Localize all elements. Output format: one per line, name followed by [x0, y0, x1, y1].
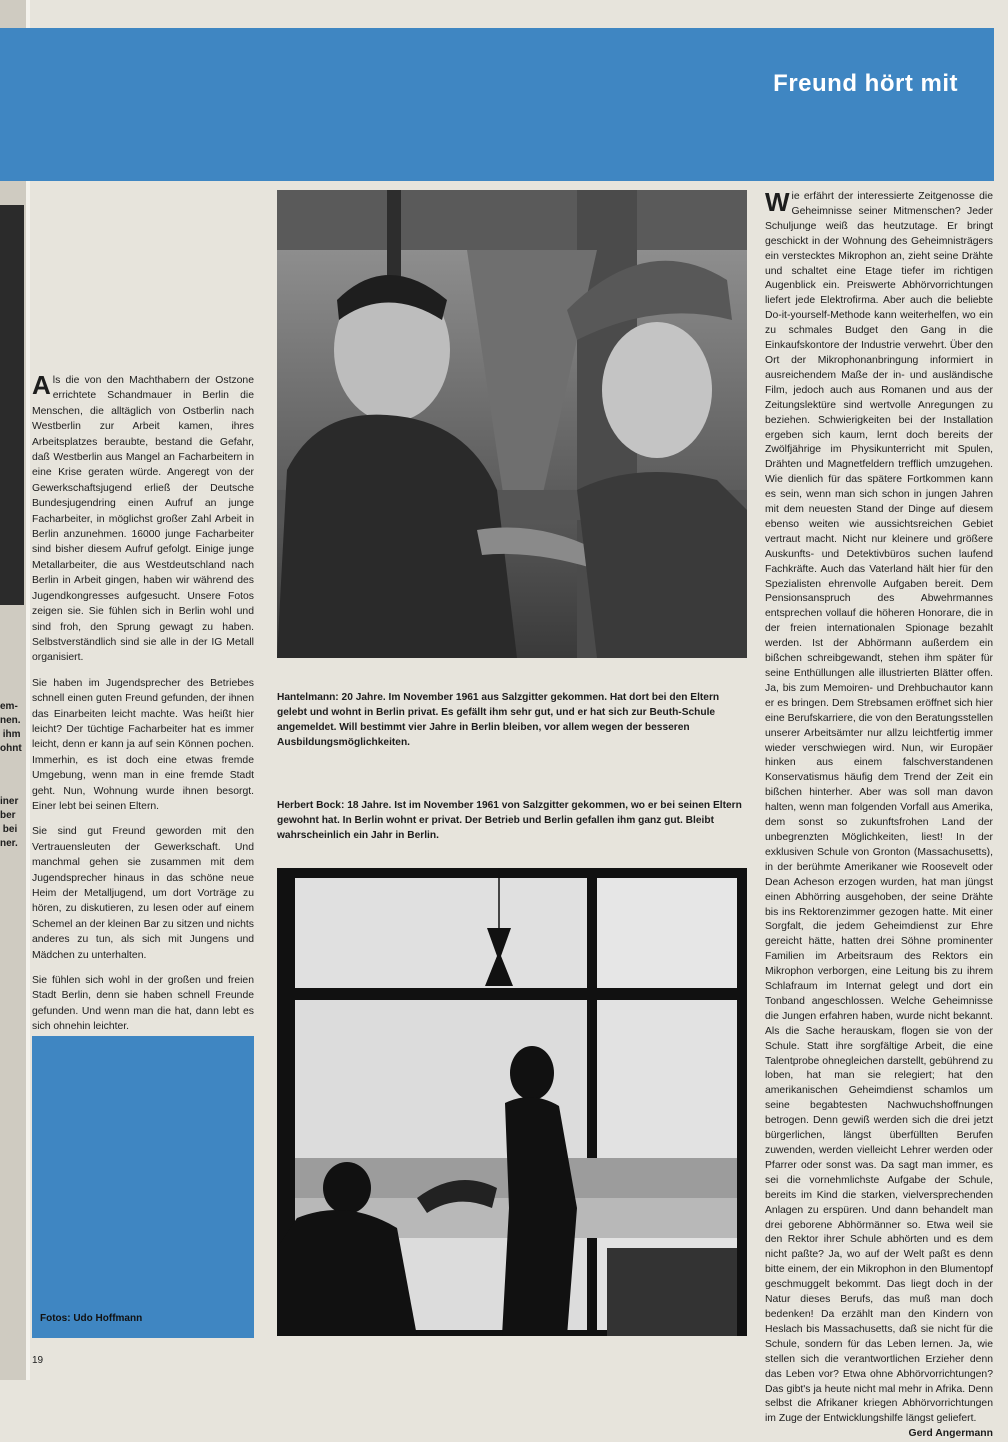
- previous-page-text-fragment: iner ber bei ner.: [0, 796, 19, 849]
- page-number: 19: [32, 1355, 44, 1366]
- previous-page-strip: [0, 0, 28, 1380]
- left-article-column: [32, 370, 254, 1116]
- blue-color-block: [32, 1036, 254, 1338]
- previous-page-text-fragment: em- nen. ihm ohnt: [0, 701, 22, 754]
- photo-two-workers-image: [277, 190, 747, 658]
- photo-caption: Hantelmann: 20 Jahre. Im November 1961 aus Salzgitter gekommen. Hat dort bei den Eltern gelebt und wohnt in Berlin privat. Es gefällt ihm sehr gut, und er hat sich zur Beuth-Schule angemeldet. Will bestimmt vier Jahre in Berlin bleiben, vor allem wegen der besseren Ausbildungsmöglichkeiten.: [277, 692, 720, 748]
- page-fold: [26, 0, 30, 1380]
- photo-window-silhouette-image: [277, 868, 747, 1336]
- paragraph: Als die von den Machthabern der Ostzone errichtete Schandmauer in Berlin die Menschen, die alltäglich von Ostberlin nach Westberlin zur Arbeit kamen, ihres Arbeitsplatzes beraubte, bestand die Gefahr, daß Westberlin aus Mangel an Facharbeitern in eine Krise geraten würde. Angeregt von der Gewerkschaftsjugend erließ der Deutsche Bundesjugendring einen Aufruf an junge Facharbeiter, in möglichst großer Zahl Arbeit in Berlin anzunehmen. 16000 junge Facharbeiter sind bisher diesem Aufruf gefolgt. Einige junge Metallarbeiter, die aus Westdeutschland nach Berlin in Arbeit gingen, haben wir während des Jugendkongresses aufgesucht. Unsere Fotos zeigen sie. Sie fühlen sich in Berlin wohl und sind froh, den Sprung gewagt zu haben. Selbstverständlich sind sie alle in der IG Metall organisiert.: [32, 370, 254, 664]
- paragraph: Sie fühlen sich wohl in der großen und freien Stadt Berlin, denn sie haben schnell Freunde gefunden. Und wenn man die hat, dann lebt es sich ohnehin leichter.: [32, 975, 254, 1033]
- page-title: Freund hört mit: [773, 70, 958, 97]
- paragraph: Sie sind gut Freund geworden mit den Vertrauensleuten der Gewerkschaft. Und manchmal gehen sie zusammen mit dem Jugendsprecher hinaus in das schöne neue Heim der Metalljugend, um dort Vorträge zu hören, zu diskutieren, zu lesen oder auf einem Schemel an der kleinen Bar zu sitzen und nichts anderes zu tun, als sich mit Jungens und Mädchen zu unterhalten.: [32, 826, 254, 961]
- paragraph: Sie haben im Jugendsprecher des Betriebes schnell einen guten Freund gefunden, der ihnen das Einarbeiten leicht machte. Was heißt hier leicht? Der tüchtige Facharbeiter hat es immer leicht, denn er kann ja auf sein Können pochen. Immerhin, es ist doch eine etwas fremde Umgebung, wenn man in eine fremde Stadt geht. Nun, Wohnung wurde ihnen besorgt. Einer lebt bei seinen Eltern.: [32, 677, 254, 812]
- author-name: Gerd Angermann: [908, 1428, 993, 1440]
- photo-window-silhouette: [277, 868, 747, 1336]
- previous-page-photo-fragment: [0, 205, 24, 605]
- photo-caption: Herbert Bock: 18 Jahre. Ist im November 1961 von Salzgitter gekommen, wo er bei seinen Eltern gewohnt hat. In Berlin wohnt er privat. Der Betrieb und Berlin gefallen ihm ganz gut. Bleibt wahrscheinlich ein Jahr in Berlin.: [277, 800, 742, 841]
- paragraph: Wie erfährt der interessierte Zeitgenosse die Geheimnisse seiner Mitmenschen? Jeder Schuljunge weiß das heutzutage. Er bringt geschickt in der Wohnung des Geheimnisträgers ein verstecktes Mikrophon an, zieht seine Drähte und schaltet eine Etage tiefer im richtigen Augenblick ein. Preiswerte Abhörvorrichtungen liefert jede Elektrofirma. Aber auch die beliebte Do-it-yourself-Methode kann weiterhelfen, wo ein zu schmales Budget den Gang in die Einkaufskontore der Industrie verwehrt. Über den Ort der Mikrophonanbringung informiert in ausreichendem Maße der in- und ausländische Film, jedoch auch aus Romanen und aus der Zeitungslektüre sind wertvolle Anregungen zu beziehen. Schwierigkeiten bei der Installation ergeben sich kaum, lernt doch bereits der Zwölfjährige im Physikunterricht mit Spulen, Drähten und Magnetfeldern trefflich umzugehen. Wie dienlich für das spätere Fortkommen kann es sein, wenn man sich schon in jungen Jahren mit dem neuesten Stand der Dinge auf diesem ebenso weiten wie aussichtsreichen Gebiet vertraut macht. Nicht nur kleinere und größere Auskunfts- und Detektivbüros suchen laufend Fachkräfte. Auch das Vaterland hält hier für den Spezialisten ehrenvolle Aufgaben bereit. Dem Pensionsanspruch des Abwehrmannes entsprechen vollauf die höheren Honorare, die in der freien internationalen Spionage bezahlt werden. Ist der Abhörmann außerdem ein bißchen schreibgewandt, stehen ihm später für seine Enthüllungen alle illustrierten Blätter offen. Ja, bis zum Memoiren- und Drehbuchautor kann er es bringen. Dem Strebsamen eröffnet sich hier eine Berufskarriere, die von den Beratungsstellen unserer Arbeitsämter nur allzu leichtfertig immer wieder verschwiegen wird. Nun, wir Europäer hinken aus einem falschverstandenen Konservatismus häufig dem Trend der Zeit ein bißchen hinterher. Aber was soll man davon halten, wenn man folgenden Vorfall aus Amerika, dem sonst so zukunftsfrohen Land der unbegrenzten Möglichkeiten, liest! In der exklusiven Schule von Gronton (Massachusetts), in der berühmte Amerikaner wie Roosevelt oder Dean Acheson erzogen wurden, hat man jüngst einen Abhörring ausgehoben, der seine Drähte bis ins Rektorenzimmer gezogen hatte. Mit einer Sorgfalt, die jedem Geheimdienst zur Ehre gereicht hätte, hatten drei Söhne prominenter Familien im Arbeitsraum des Rektors ein Mikrophon verborgen, eine Leitung bis zu ihrem Schlafraum im Internat gelegt und dort ein Tonband angeschlossen. Welche Geheimnisse die Jungen erfahren haben, wurde nicht bekannt. Als die Sache herauskam, flogen sie von der Schule. Statt ihre sorgfältige Arbeit, die eine Talentprobe ohnegleichen darstellt, gebührend zu loben, hat man sie relegiert; hat den amerikanischen Geheimdienst schamlos um seine begabtesten Nachwuchshoffnungen betrogen. Denn gewiß werden sich die drei jetzt bürgerlichen, längst überfüllten Berufen zuwenden, werden vielleicht Lehrer werden oder Pfarrer oder sonst was. Da sagt man immer, es sei die vornehmlichste Aufgabe der Schule, bereits im Kind die starken, vielversprechenden Anlagen zu erspüren. Und dann behandelt man drei geborene Abhörmänner so. Etwa weil sie den Rektor ihrer Schule abhörten und es dem nicht paßte? Ja, wo auf der Welt paßt es denn bitte einem, der ein Mikrophon in den Blumentopf geschmuggelt bekommt. Das liegt doch in der Natur dieses Berufs, das muß man doch bedenken! Da erzählt man den Kindern von Heslach bis Massachusetts, daß sie nicht für die Schule, sondern für das Leben lernen. Ja, wie stellen sich die verantwortlichen Erzieher denn das Leben vor? Etwa ohne Abhörvorrichtungen? Das gibt's ja heute nicht mal mehr in Afrika. Denn selbst die Afrikaner kriegen Abhörvorrichtungen im Zuge der Entwicklungshilfe längst geliefert. Gerd Angermann: [765, 190, 993, 1427]
- header-banner: [0, 28, 994, 181]
- right-article-column: [765, 187, 993, 1442]
- drop-cap: A: [32, 370, 51, 400]
- drop-cap: W: [765, 187, 790, 217]
- photo-two-workers: [277, 190, 747, 658]
- photo-credit: Fotos: Udo Hoffmann: [40, 1313, 143, 1324]
